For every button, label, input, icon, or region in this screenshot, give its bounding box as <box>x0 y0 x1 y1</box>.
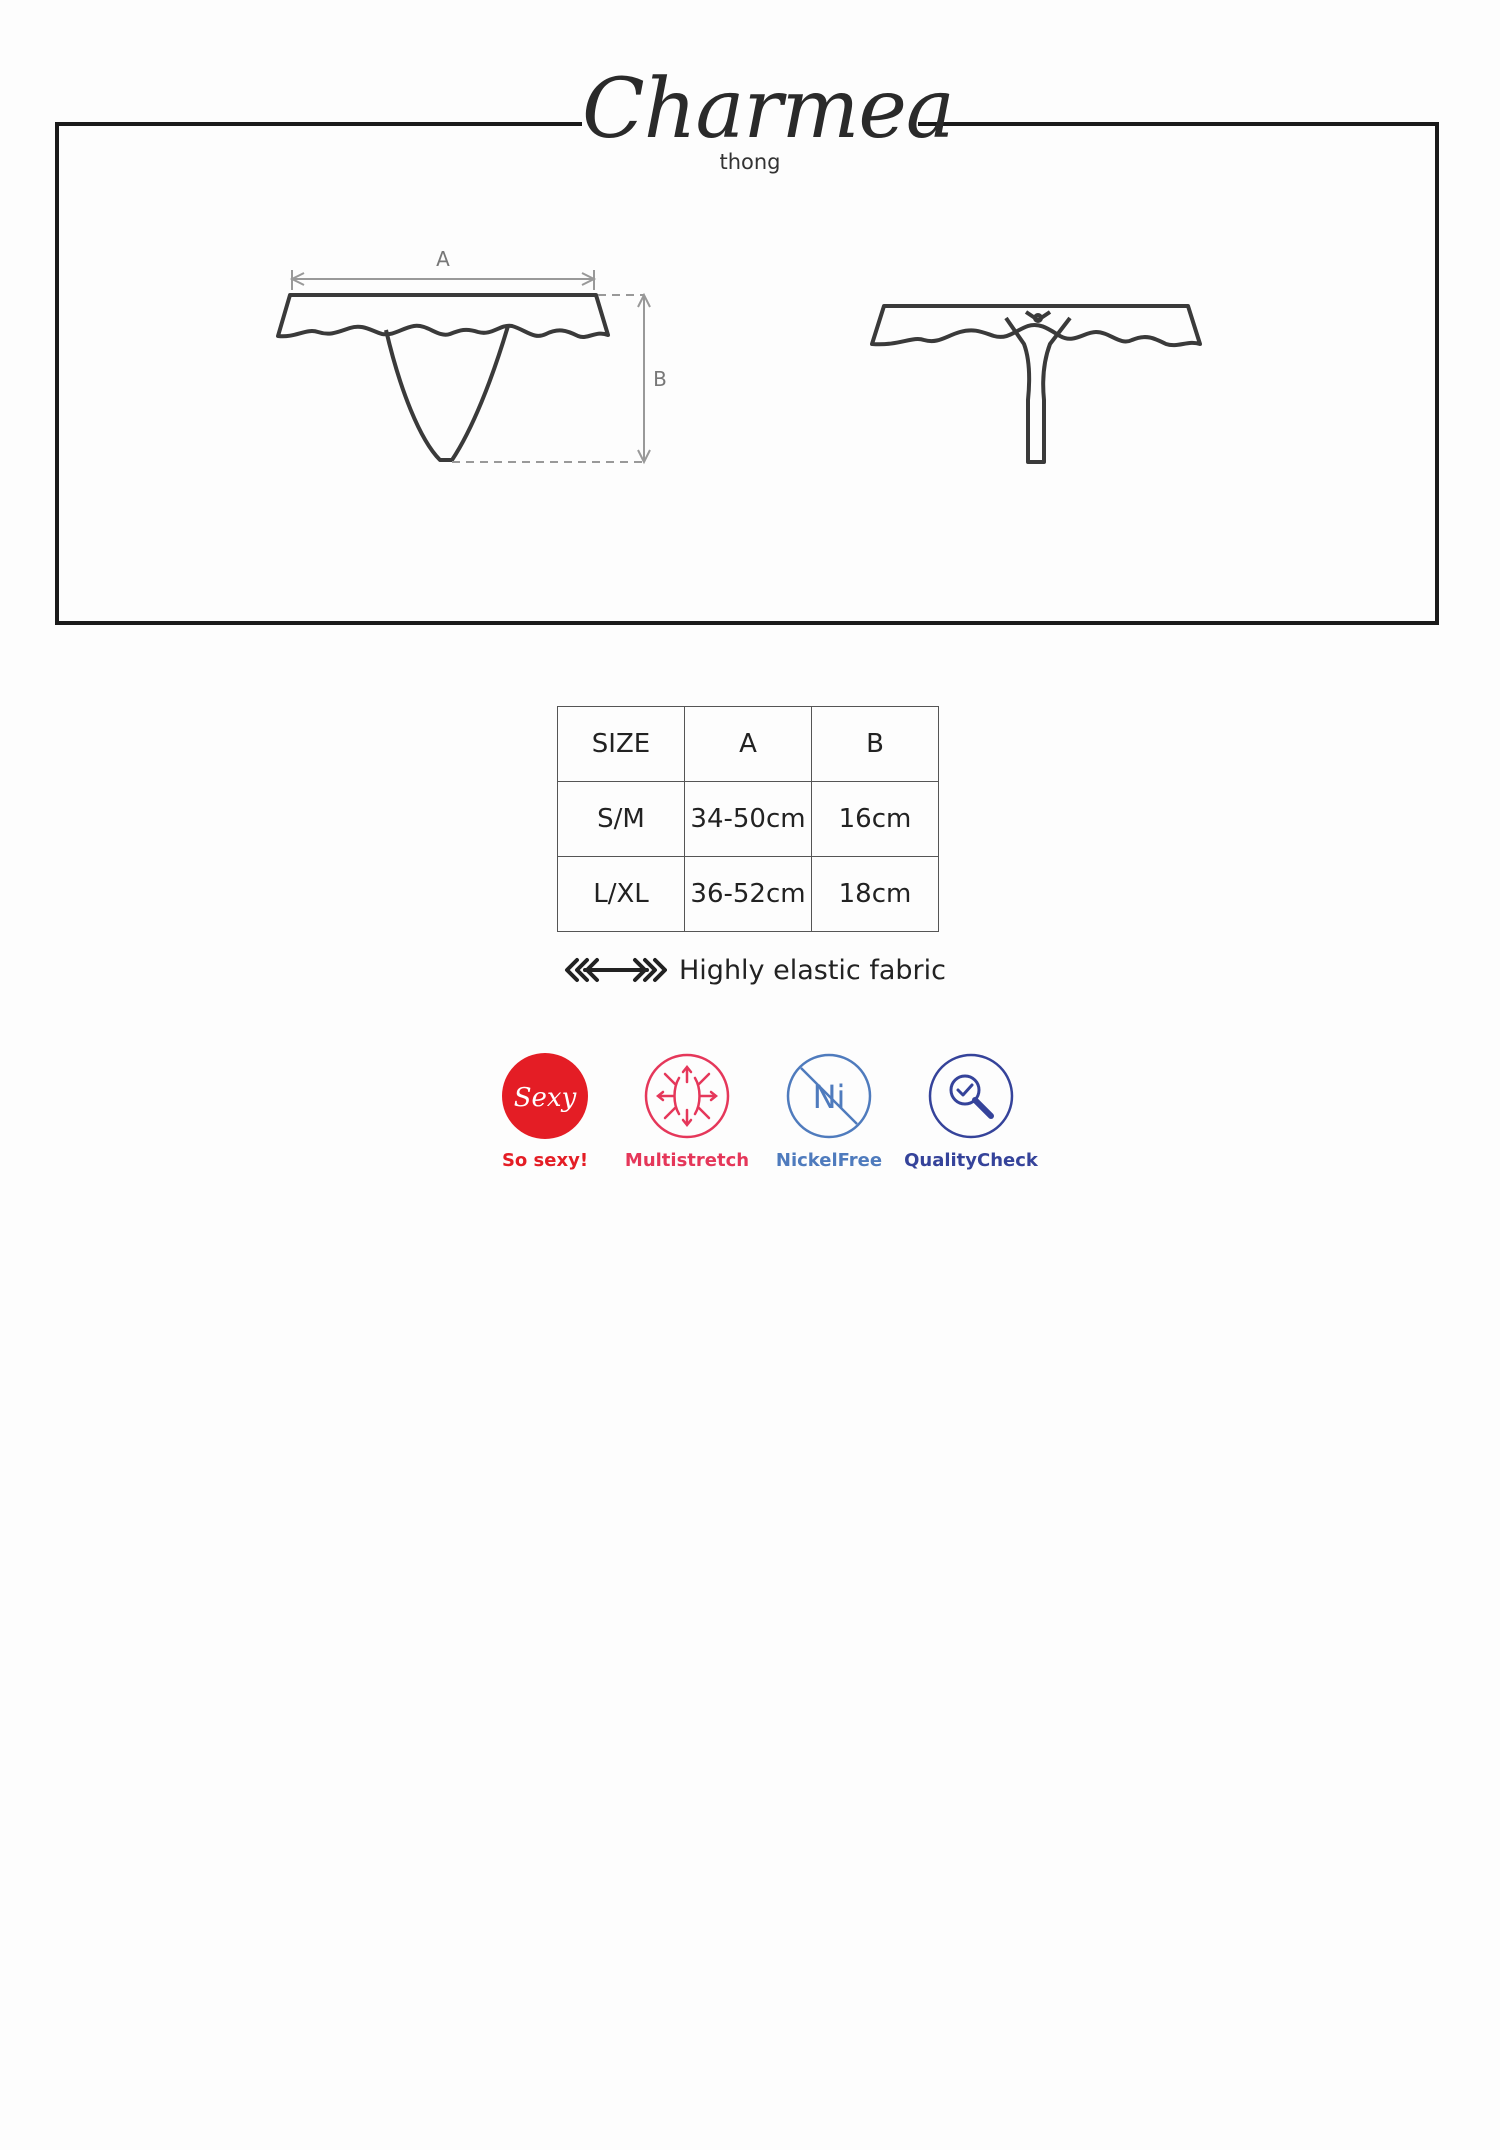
badge-so-sexy <box>470 1052 620 1171</box>
multistretch-icon <box>643 1052 731 1140</box>
table-header-cell: A <box>685 707 812 782</box>
badge-quality-check <box>896 1052 1046 1171</box>
table-header-cell: SIZE <box>558 707 685 782</box>
table-cell: S/M <box>558 782 685 857</box>
svg-text:Sexy: Sexy <box>513 1083 577 1113</box>
badge-label: NickelFree <box>775 1150 883 1171</box>
badge-label: Multistretch <box>624 1150 750 1171</box>
thong-diagrams <box>0 0 1500 640</box>
table-row <box>558 782 939 857</box>
elastic-arrow-icon <box>563 956 667 984</box>
table-row <box>558 857 939 932</box>
table-cell: L/XL <box>558 857 685 932</box>
table-header-row <box>558 707 939 782</box>
dimension-a-label: A <box>436 247 450 271</box>
table-cell: 16cm <box>812 782 939 857</box>
badge-label: QualityCheck <box>904 1150 1038 1171</box>
sexy-icon <box>501 1052 589 1140</box>
quality-check-icon <box>927 1052 1015 1140</box>
dimension-b-label: B <box>653 367 667 391</box>
table-header-cell: B <box>812 707 939 782</box>
product-subtitle: thong <box>719 150 781 174</box>
svg-text:Ni: Ni <box>812 1078 846 1116</box>
thong-front-view <box>278 295 608 460</box>
feature-badges <box>470 1052 1038 1182</box>
thong-back-view <box>872 306 1200 462</box>
table-cell: 18cm <box>812 857 939 932</box>
elastic-note-label: Highly elastic fabric <box>679 954 946 986</box>
dimension-a <box>292 270 594 290</box>
brand-logo: Charmea <box>582 62 954 157</box>
badge-multistretch <box>612 1052 762 1171</box>
dimension-b <box>452 295 650 462</box>
nickel-free-icon <box>785 1052 873 1140</box>
elastic-note <box>563 950 963 990</box>
table-cell: 36-52cm <box>685 857 812 932</box>
badge-label: So sexy! <box>501 1150 589 1171</box>
badge-nickel-free <box>754 1052 904 1171</box>
size-table <box>557 706 939 932</box>
table-cell: 34-50cm <box>685 782 812 857</box>
